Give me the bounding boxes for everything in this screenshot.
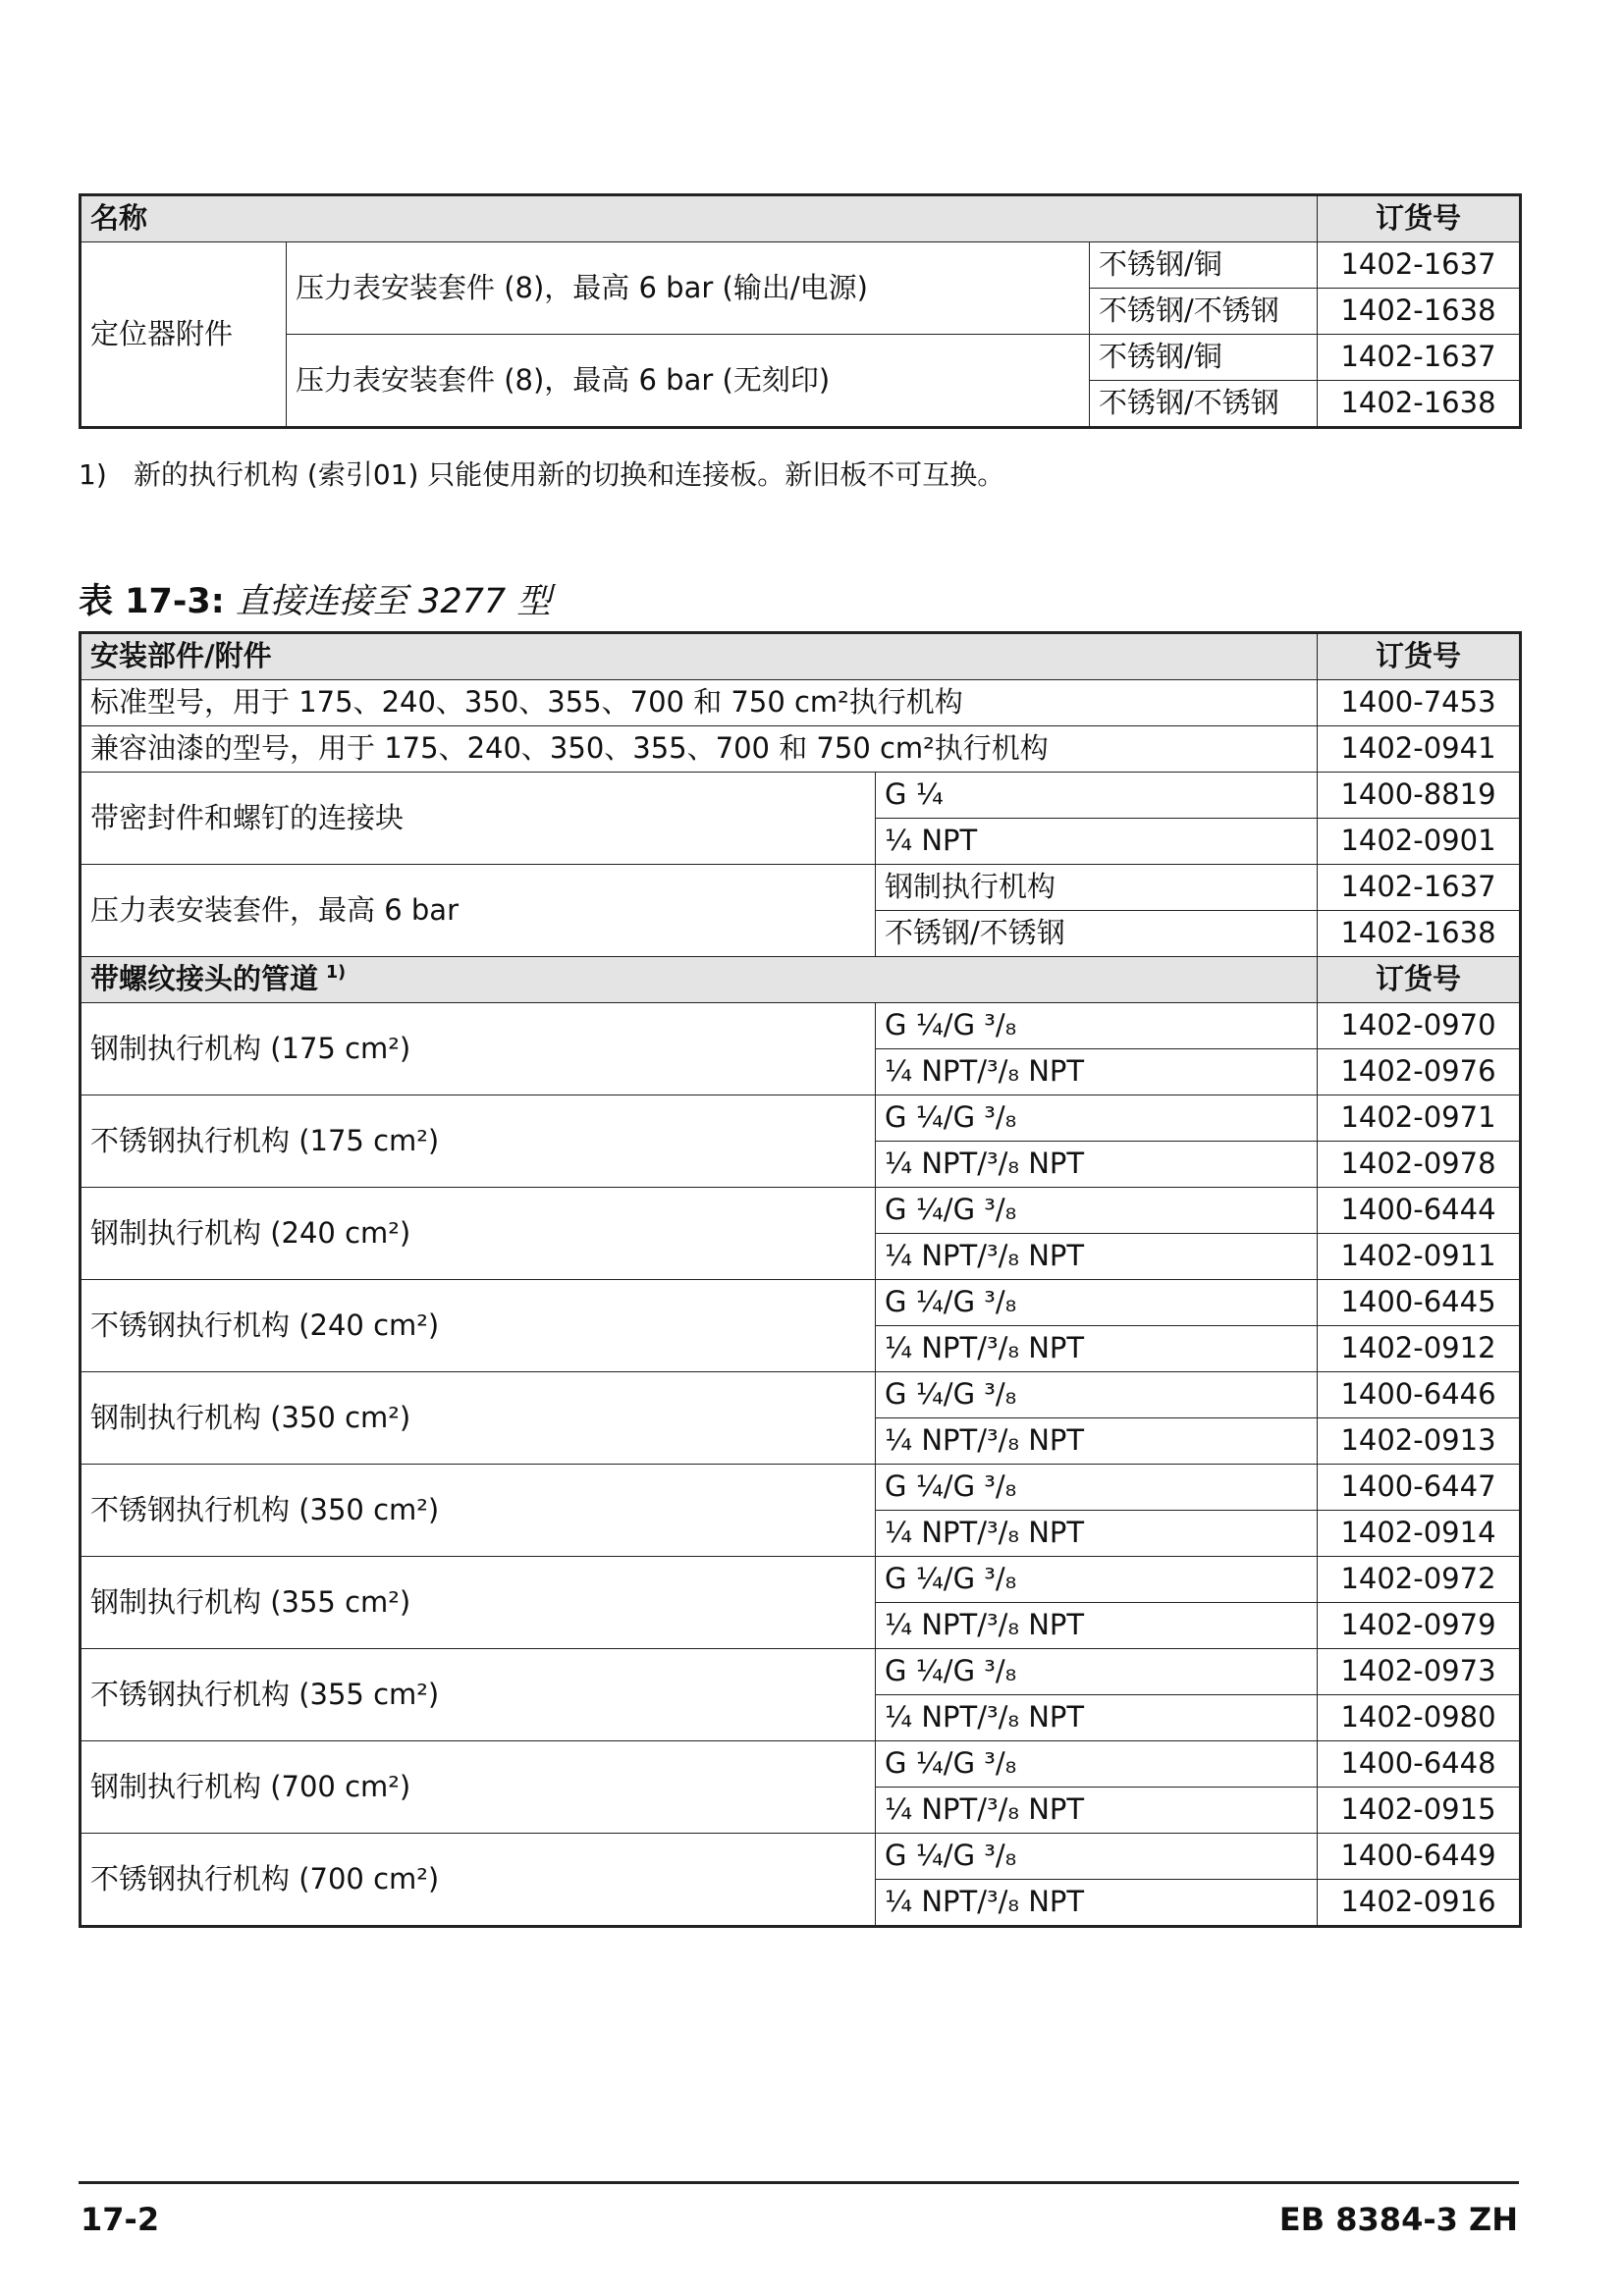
header-parts: 安装部件/附件 <box>81 633 1318 680</box>
thread-cell: G ¼/G ³/₈ <box>876 1649 1318 1695</box>
positioner-accessories-table <box>79 193 1522 429</box>
thread-cell: ¼ NPT/³/₈ NPT <box>876 1695 1318 1741</box>
thread-cell: ¼ NPT/³/₈ NPT <box>876 1511 1318 1557</box>
thread-cell: ¼ NPT <box>876 819 1318 865</box>
paint-compatible-label: 兼容油漆的型号，用于 175、240、350、355、700 和 750 cm²执行机构 <box>81 726 1318 773</box>
actuator-label: 钢制执行机构 (355 cm²) <box>81 1557 876 1649</box>
thread-cell: ¼ NPT/³/₈ NPT <box>876 1234 1318 1280</box>
order-number: 1400-6447 <box>1318 1465 1521 1511</box>
header-order-number: 订货号 <box>1318 957 1521 1003</box>
order-number: 1402-0971 <box>1318 1095 1521 1142</box>
order-number: 1400-6448 <box>1318 1741 1521 1788</box>
material-cell: 不锈钢/铜 <box>1090 242 1318 289</box>
material-cell: 钢制执行机构 <box>876 865 1318 911</box>
footer-rule <box>79 2181 1519 2184</box>
order-number: 1402-1638 <box>1318 381 1521 428</box>
order-number: 1402-1637 <box>1318 242 1521 289</box>
thread-cell: G ¼/G ³/₈ <box>876 1188 1318 1234</box>
thread-cell: G ¼/G ³/₈ <box>876 1095 1318 1142</box>
table-row <box>81 680 1521 726</box>
order-number: 1402-1638 <box>1318 289 1521 335</box>
order-number: 1402-1637 <box>1318 335 1521 381</box>
material-cell: 不锈钢/不锈钢 <box>1090 381 1318 428</box>
order-number: 1400-7453 <box>1318 680 1521 726</box>
order-number: 1400-6446 <box>1318 1372 1521 1418</box>
table-row <box>81 335 1521 381</box>
order-number: 1402-0970 <box>1318 1003 1521 1049</box>
page-number: 17-2 <box>81 2201 160 2238</box>
thread-cell: ¼ NPT/³/₈ NPT <box>876 1049 1318 1095</box>
header-order-number: 订货号 <box>1318 633 1521 680</box>
material-cell: 不锈钢/不锈钢 <box>1090 289 1318 335</box>
order-number: 1402-0980 <box>1318 1695 1521 1741</box>
direct-attachment-table <box>79 631 1522 1928</box>
order-number: 1400-8819 <box>1318 773 1521 819</box>
table-title <box>79 574 551 623</box>
table-row <box>81 1465 1521 1511</box>
actuator-label: 不锈钢执行机构 (240 cm²) <box>81 1280 876 1372</box>
header-name: 名称 <box>81 195 1318 242</box>
table-row <box>81 1095 1521 1142</box>
thread-cell: ¼ NPT/³/₈ NPT <box>876 1788 1318 1834</box>
order-number: 1400-6444 <box>1318 1188 1521 1234</box>
standard-model-label: 标准型号，用于 175、240、350、355、700 和 750 cm²执行机构 <box>81 680 1318 726</box>
order-number: 1402-1637 <box>1318 865 1521 911</box>
table-header-row <box>81 957 1521 1003</box>
thread-cell: G ¼ <box>876 773 1318 819</box>
actuator-label: 不锈钢执行机构 (355 cm²) <box>81 1649 876 1741</box>
actuator-label: 不锈钢执行机构 (175 cm²) <box>81 1095 876 1188</box>
table-header-row <box>81 195 1521 242</box>
order-number: 1402-0941 <box>1318 726 1521 773</box>
gauge-kit-label: 压力表安装套件，最高 6 bar <box>81 865 876 957</box>
thread-cell: ¼ NPT/³/₈ NPT <box>876 1142 1318 1188</box>
connection-block-label: 带密封件和螺钉的连接块 <box>81 773 876 865</box>
table-row <box>81 1003 1521 1049</box>
thread-cell: G ¼/G ³/₈ <box>876 1741 1318 1788</box>
table-row <box>81 1188 1521 1234</box>
table-row <box>81 726 1521 773</box>
order-number: 1402-0976 <box>1318 1049 1521 1095</box>
table-row <box>81 1372 1521 1418</box>
table-caption: 直接连接至 3277 型 <box>235 582 552 621</box>
order-number: 1402-0911 <box>1318 1234 1521 1280</box>
pipes-header <box>81 957 1318 1003</box>
actuator-label: 钢制执行机构 (175 cm²) <box>81 1003 876 1095</box>
order-number: 1402-0979 <box>1318 1603 1521 1649</box>
footnote <box>79 454 1004 493</box>
order-number: 1402-0973 <box>1318 1649 1521 1695</box>
thread-cell: ¼ NPT/³/₈ NPT <box>876 1418 1318 1465</box>
thread-cell: G ¼/G ³/₈ <box>876 1557 1318 1603</box>
order-number: 1402-0912 <box>1318 1326 1521 1372</box>
actuator-label: 钢制执行机构 (350 cm²) <box>81 1372 876 1465</box>
kit-label: 压力表安装套件 (8)，最高 6 bar (无刻印) <box>287 335 1090 428</box>
table-row <box>81 1834 1521 1880</box>
table-number: 表 17-3: <box>79 582 225 621</box>
thread-cell: G ¼/G ³/₈ <box>876 1834 1318 1880</box>
table-row <box>81 242 1521 289</box>
thread-cell: G ¼/G ³/₈ <box>876 1003 1318 1049</box>
group-label: 定位器附件 <box>81 242 287 428</box>
footnote-mark: 1) <box>79 458 107 491</box>
table-row <box>81 1280 1521 1326</box>
table-row <box>81 773 1521 819</box>
table-row <box>81 1557 1521 1603</box>
thread-cell: ¼ NPT/³/₈ NPT <box>876 1326 1318 1372</box>
table-row <box>81 1741 1521 1788</box>
thread-cell: ¼ NPT/³/₈ NPT <box>876 1880 1318 1927</box>
order-number: 1402-1638 <box>1318 911 1521 957</box>
order-number: 1402-0915 <box>1318 1788 1521 1834</box>
pipes-header-footnote: 1) <box>326 963 347 984</box>
order-number: 1400-6445 <box>1318 1280 1521 1326</box>
order-number: 1402-0913 <box>1318 1418 1521 1465</box>
thread-cell: G ¼/G ³/₈ <box>876 1465 1318 1511</box>
order-number: 1402-0978 <box>1318 1142 1521 1188</box>
order-number: 1402-0972 <box>1318 1557 1521 1603</box>
thread-cell: G ¼/G ³/₈ <box>876 1372 1318 1418</box>
pipes-header-text: 带螺纹接头的管道 <box>90 962 319 996</box>
actuator-label: 不锈钢执行机构 (350 cm²) <box>81 1465 876 1557</box>
footnote-text: 新的执行机构 (索引01) 只能使用新的切换和连接板。新旧板不可互换。 <box>134 458 1005 491</box>
order-number: 1402-0916 <box>1318 1880 1521 1927</box>
document-id: EB 8384-3 ZH <box>1278 2201 1518 2238</box>
material-cell: 不锈钢/不锈钢 <box>876 911 1318 957</box>
material-cell: 不锈钢/铜 <box>1090 335 1318 381</box>
actuator-label: 钢制执行机构 (240 cm²) <box>81 1188 876 1280</box>
header-order-number: 订货号 <box>1318 195 1521 242</box>
table-row <box>81 1649 1521 1695</box>
kit-label: 压力表安装套件 (8)，最高 6 bar (输出/电源) <box>287 242 1090 335</box>
actuator-label: 钢制执行机构 (700 cm²) <box>81 1741 876 1834</box>
order-number: 1402-0901 <box>1318 819 1521 865</box>
order-number: 1402-0914 <box>1318 1511 1521 1557</box>
table-row <box>81 865 1521 911</box>
order-number: 1400-6449 <box>1318 1834 1521 1880</box>
thread-cell: G ¼/G ³/₈ <box>876 1280 1318 1326</box>
actuator-label: 不锈钢执行机构 (700 cm²) <box>81 1834 876 1927</box>
table-header-row <box>81 633 1521 680</box>
thread-cell: ¼ NPT/³/₈ NPT <box>876 1603 1318 1649</box>
